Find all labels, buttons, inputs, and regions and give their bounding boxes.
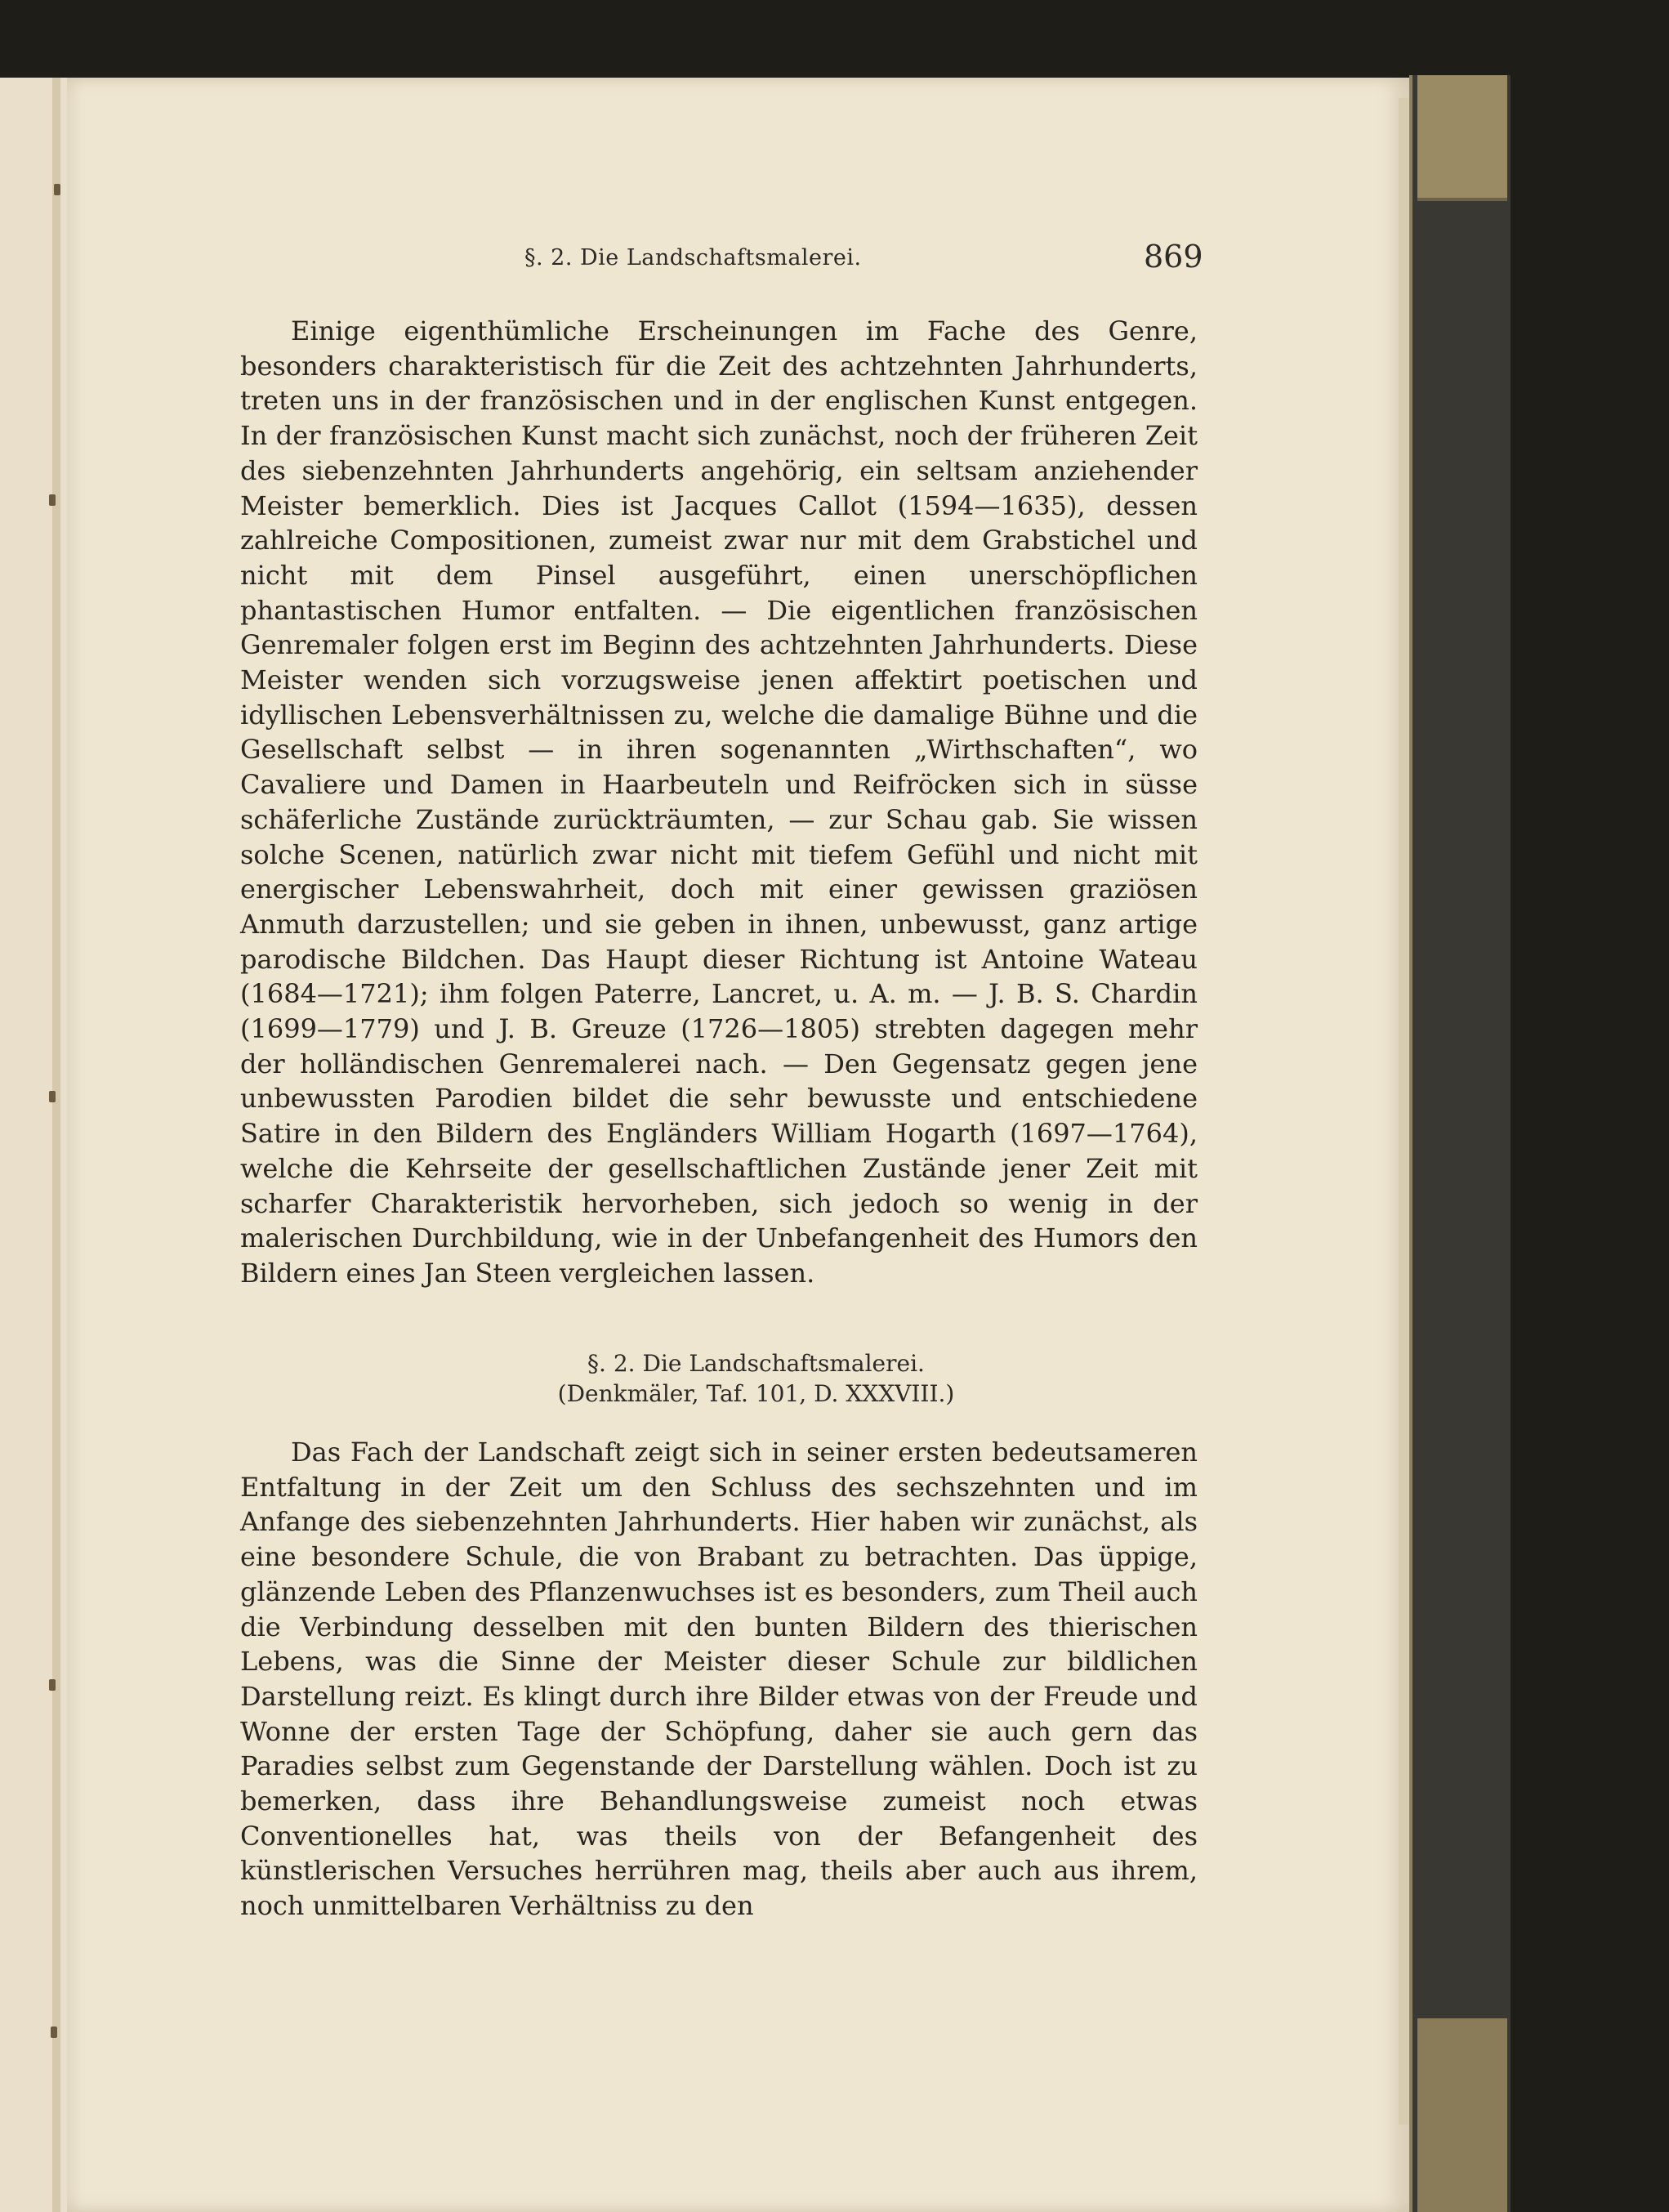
- running-title: §. 2. Die Landschaftsmalerei.: [524, 245, 862, 270]
- section-reference: (Denkmäler, Taf. 101, D. XXXVIII.): [557, 1380, 955, 1407]
- paragraph-landscape: Das Fach der Landschaft zeigt sich in seiner ersten bedeutsameren Entfaltung in der Zeit um den Schluss des sechszehnten und im Anfange des siebenzehnten Jahrhunderts. Hier haben wir zunächst, als eine besondere Schule, die von Brabant zu betrachten. Das üppige, glänzende Leben des Pflanzenwuchses ist es besonders, zum Theil auch die Verbindung desselben mit den bunten Bildern des thierischen Lebens, was die Sinne der Meister dieser Schule zur bildlichen Darstellung reizt. Es klingt durch ihre Bilder etwas von der Freude und Wonne der ersten Tage der Schöpfung, daher sie auch gern das Paradies selbst zum Gegenstande der Darstellung wählen. Doch ist zu bemerken, dass ihre Behandlungsweise zumeist noch etwas Conventionelles hat, was theils von der Befangenheit des künstlerischen Versuches herrühren mag, theils aber auch aus ihrem, noch unmittelbaren Verhältniss zu den: [240, 1437, 1198, 1922]
- section-title: [67, 1349, 1409, 1410]
- margin-mark: [49, 494, 56, 506]
- page-number: 869: [1144, 239, 1203, 275]
- margin-mark: [49, 1679, 56, 1691]
- page-edge: [1399, 98, 1409, 2125]
- text-block-2: [240, 1435, 1198, 1924]
- section-heading: §. 2. Die Landschaftsmalerei.: [587, 1350, 925, 1377]
- paragraph-genre: Einige eigenthümliche Erscheinungen im Fache des Genre, besonders charakteristisch für die Zeit des achtzehnten Jahrhunderts, treten uns in der französischen und in der englischen Kunst entgegen. In der französischen Kunst macht sich zunächst, noch der früheren Zeit des siebenzehnten Jahrhunderts angehörig, ein seltsam anziehender Meister bemerklich. Dies ist Jacques Callot (1594—1635), dessen zahlreiche Compositionen, zumeist zwar nur mit dem Grabstichel und nicht mit dem Pinsel ausgeführt, einen unerschöpflichen phantastischen Humor entfalten. — Die eigentlichen französischen Genremaler folgen erst im Beginn des achtzehnten Jahrhunderts. Diese Meister wenden sich vorzugsweise jenen affektirt poetischen und idyllischen Lebensverhältnissen zu, welche die damalige Bühne und die Gesellschaft selbst — in ihren sogenannten „Wirthschaften“, wo Cavaliere und Damen in Haarbeuteln und Reifröcken sich in süsse schäferliche Zustände zurückträumten, — zur Schau gab. Sie wissen solche Scenen, natürlich zwar nicht mit tiefem Gefühl und nicht mit energischer Lebenswahrheit, doch mit einer gewissen graziösen Anmuth darzustellen; und sie geben in ihnen, unbewusst, ganz artige parodische Bildchen. Das Haupt dieser Richtung ist Antoine Wateau (1684—1721); ihm folgen Paterre, Lancret, u. A. m. — J. B. S. Chardin (1699—1779) und J. B. Greuze (1726—1805) strebten dagegen mehr der holländischen Genremalerei nach. — Den Gegensatz gegen jene unbewussten Parodien bildet die sehr bewusste und entschiedene Satire in den Bildern des Engländers William Hogarth (1697—1764), welche die Kehrseite der gesellschaftlichen Zustände jener Zeit mit scharfer Charakteristik hervorheben, sich jedoch so wenig in der malerischen Durchbildung, wie in der Unbefangenheit des Humors den Bildern eines Jan Steen vergleichen lassen.: [240, 315, 1198, 1289]
- page-header: [67, 239, 1409, 281]
- previous-page-fold: [52, 78, 60, 2212]
- margin-mark: [51, 2027, 57, 2038]
- cover-corner-bottom: [1417, 2018, 1507, 2212]
- margin-mark: [49, 1091, 56, 1102]
- cover-corner-top: [1417, 75, 1507, 201]
- book-cover: [1409, 75, 1511, 2212]
- margin-mark: [54, 184, 60, 195]
- text-block-1: [240, 314, 1198, 1291]
